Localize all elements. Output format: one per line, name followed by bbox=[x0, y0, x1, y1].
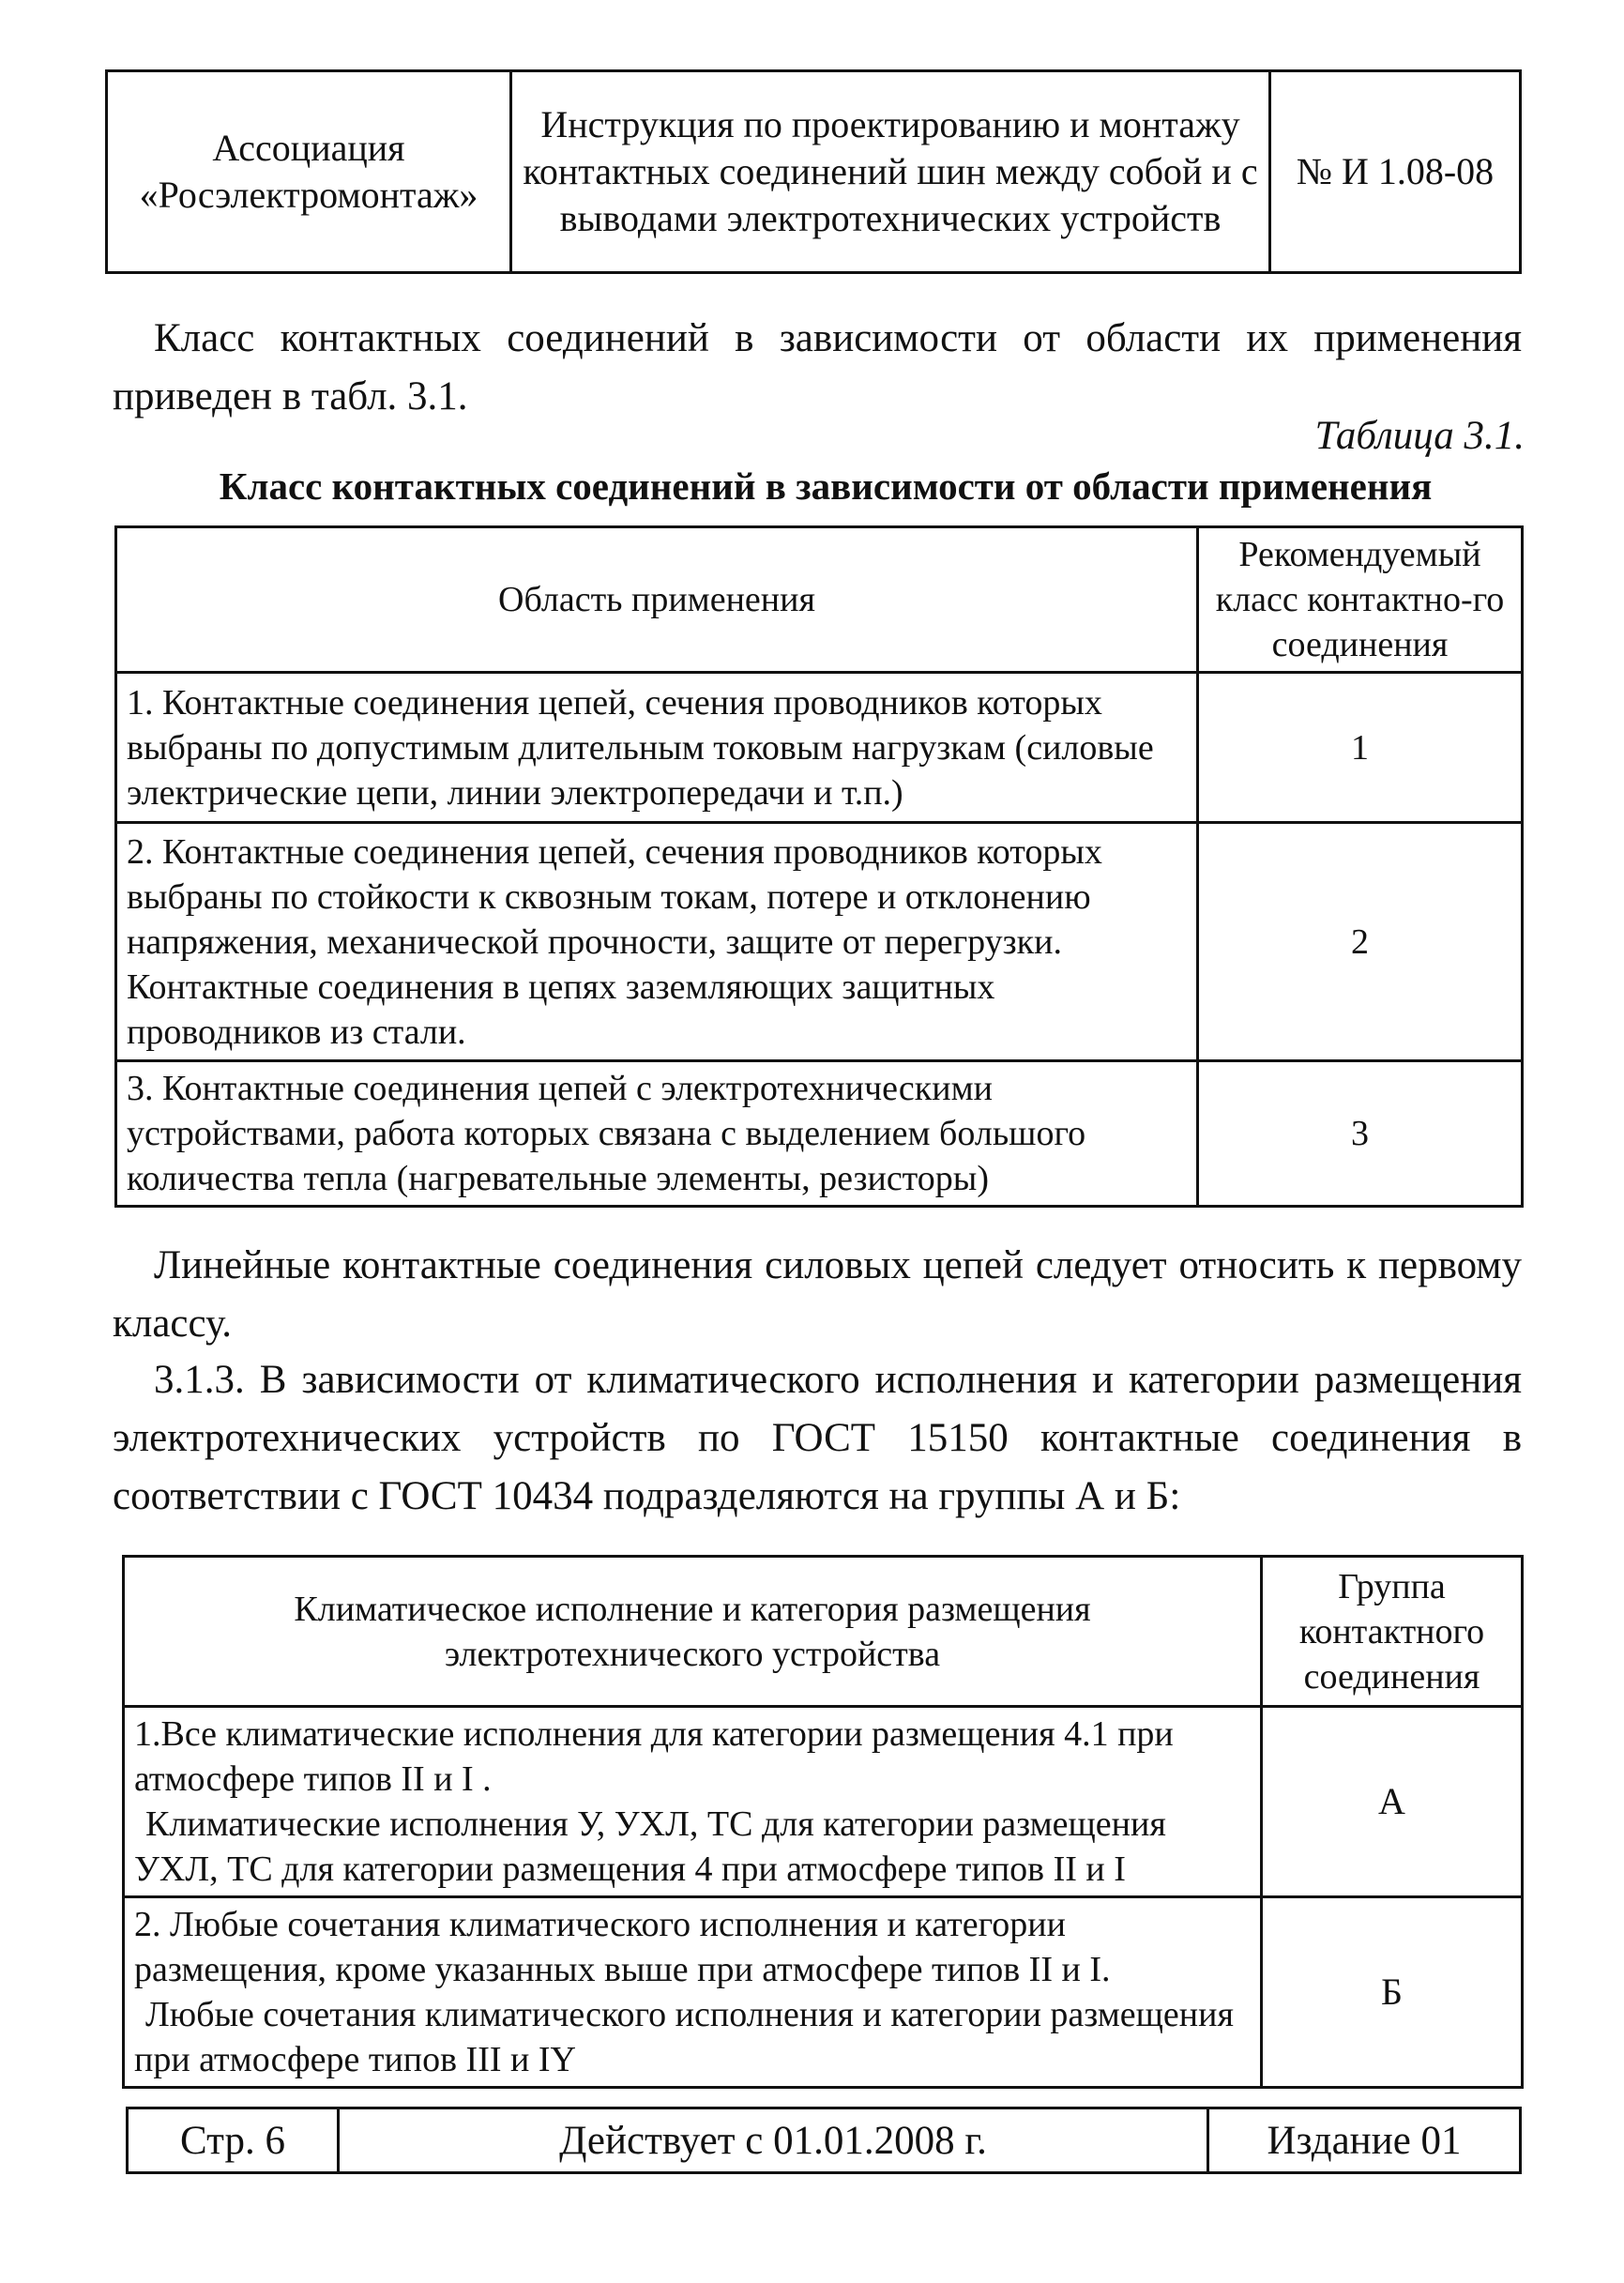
table-row bbox=[116, 1061, 1523, 1207]
table1-row3-class: 3 bbox=[1198, 1061, 1523, 1207]
table1-row2-class: 2 bbox=[1198, 823, 1523, 1061]
table2 bbox=[122, 1555, 1524, 2089]
table2-header-climate: Климатическое исполнение и категория размещения электротехнического устройства bbox=[124, 1557, 1262, 1707]
footer-effective-date: Действует с 01.01.2008 г. bbox=[339, 2108, 1208, 2173]
table2-row2-line2: Любые сочетания климатического исполнения и категории размещения при атмосфере типов III и IY bbox=[134, 1995, 1234, 2079]
table2-row1-group: А bbox=[1262, 1707, 1523, 1897]
table-row bbox=[124, 1897, 1523, 2088]
header-doc-number: № И 1.08-08 bbox=[1270, 71, 1521, 273]
table-row bbox=[124, 1707, 1523, 1897]
header-organization: Ассоциация «Росэлектромонтаж» bbox=[107, 71, 511, 273]
table1-row3-area: 3. Контактные соединения цепей с электротехническими устройствами, работа которых связана с выделением большого количества тепла (нагревательные элементы, резисторы) bbox=[116, 1061, 1198, 1207]
table1-row2-area: 2. Контактные соединения цепей, сечения проводников которых выбраны по стойкости к сквозным токам, потере и отклонению напряжения, механической прочности, защите от перегрузки. Контактные соединения в цепях заземляющих защитных проводников из стали. bbox=[116, 823, 1198, 1061]
table2-row1-climate bbox=[124, 1707, 1262, 1897]
footer-page: Стр. 6 bbox=[128, 2108, 339, 2173]
table2-row1-line1: 1.Все климатические исполнения для категории размещения 4.1 при атмосфере типов II и I . bbox=[134, 1714, 1174, 1799]
table1-label: Таблица 3.1. bbox=[1314, 414, 1525, 458]
header-title: Инструкция по проектированию и монтажу контактных соединений шин между собой и с выводами электротехнических устройств bbox=[511, 71, 1270, 273]
table1-row1-area: 1. Контактные соединения цепей, сечения проводников которых выбраны по допустимым длительным токовым нагрузкам (силовые электрические цепи, линии электропередачи и т.п.) bbox=[116, 673, 1198, 823]
paragraph-3-1-3: 3.1.3. В зависимости от климатического исполнения и категории размещения электротехнических устройств по ГОСТ 15150 контактные соединения в соответствии с ГОСТ 10434 подразделяются на группы А и Б: bbox=[113, 1358, 1522, 1518]
table1-title: Класс контактных соединений в зависимости от области применения bbox=[219, 464, 1433, 508]
table2-header-group: Группа контактного соединения bbox=[1262, 1557, 1523, 1707]
table2-row1-line2: Климатические исполнения У, УХЛ, ТС для категории размещения УХЛ, ТС для категории размещения 4 при атмосфере типов II и I bbox=[134, 1804, 1166, 1889]
paragraph-linear-connections: Линейные контактные соединения силовых цепей следует относить к первому классу. bbox=[113, 1243, 1522, 1346]
table2-row2-climate bbox=[124, 1897, 1262, 2088]
footer-edition: Издание 01 bbox=[1208, 2108, 1521, 2173]
table2-row2-group: Б bbox=[1262, 1897, 1523, 2088]
table-row bbox=[116, 823, 1523, 1061]
table2-row2-line1: 2. Любые сочетания климатического исполнения и категории размещения, кроме указанных выше при атмосфере типов II и I. bbox=[134, 1905, 1111, 1989]
table1-header-area: Область применения bbox=[116, 527, 1198, 673]
document-footer bbox=[126, 2107, 1522, 2174]
document-header bbox=[105, 69, 1522, 274]
table1 bbox=[114, 525, 1524, 1208]
intro-paragraph: Класс контактных соединений в зависимости от области их применения приведен в табл. 3.1. bbox=[113, 316, 1522, 419]
table-row bbox=[116, 673, 1523, 823]
table1-row1-class: 1 bbox=[1198, 673, 1523, 823]
table1-header-class: Рекомендуемый класс контактно-го соединения bbox=[1198, 527, 1523, 673]
